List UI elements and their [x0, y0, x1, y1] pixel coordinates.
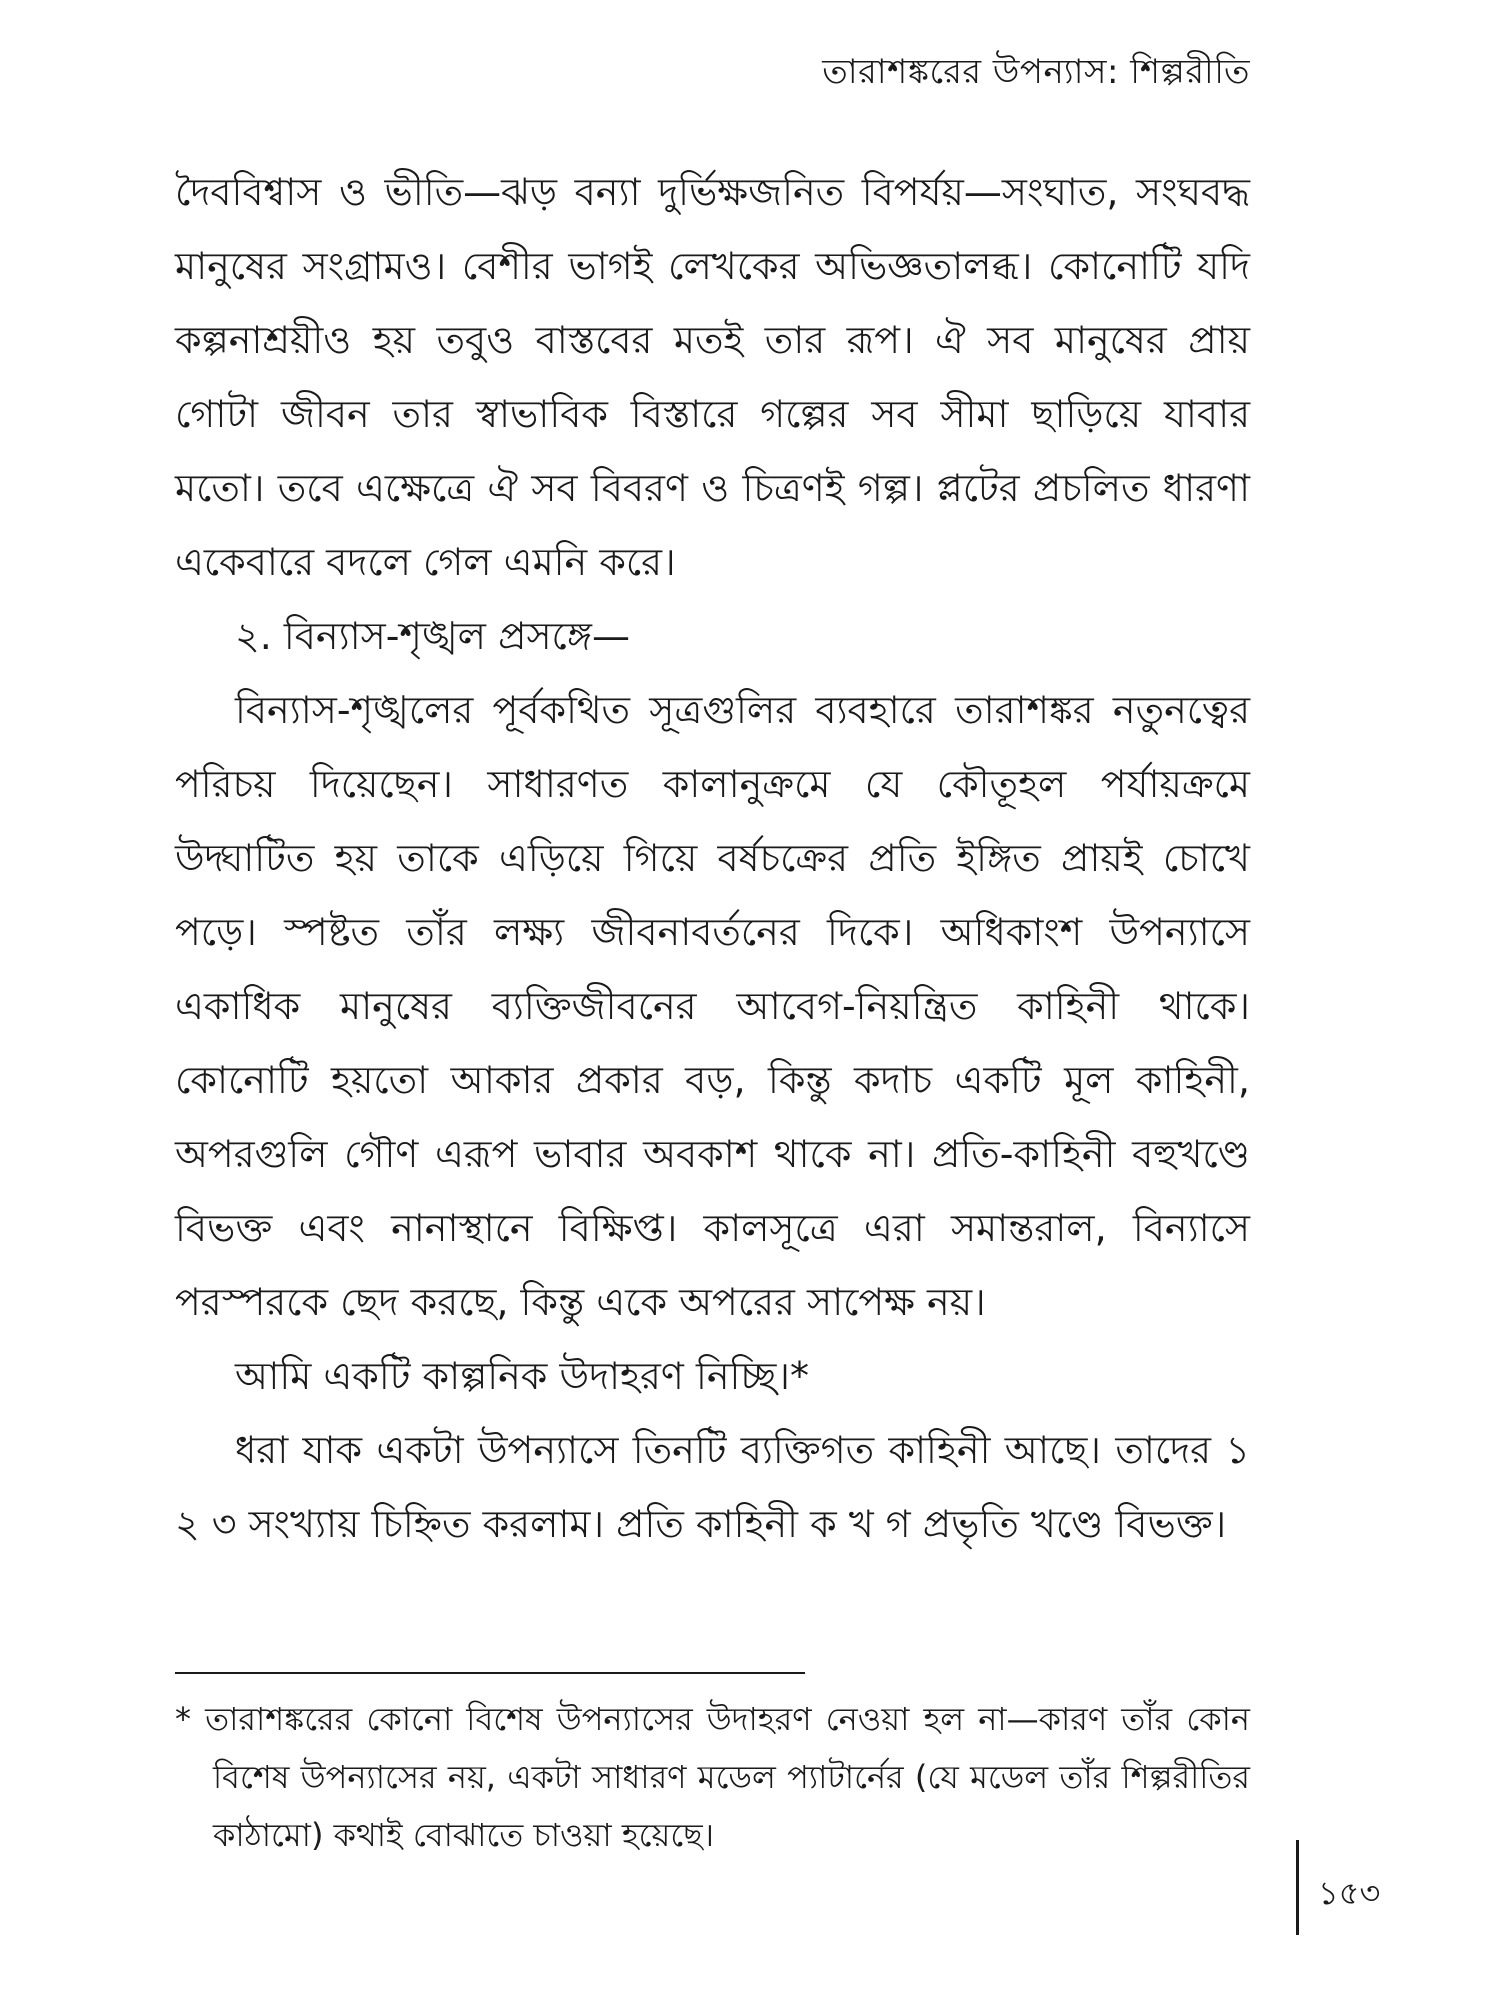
footnote — [175, 1690, 1250, 1864]
section-heading: ২. বিন্যাস-শৃঙ্খল প্রসঙ্গে— — [235, 614, 631, 658]
body-text — [175, 155, 1250, 1561]
paragraph-4: ধরা যাক একটা উপন্যাসে তিনটি ব্যক্তিগত কাহিনী আছে। তাদের ১ ২ ৩ সংখ্যায় চিহ্নিত করলাম। প্রতি কাহিনী ক খ গ প্রভৃতি খণ্ডে বিভক্ত। — [175, 1428, 1250, 1546]
footnote-separator-rule — [175, 1672, 805, 1674]
page-number-divider — [1296, 1840, 1299, 1935]
page-number: ১৫৩ — [1318, 1874, 1381, 1912]
paragraph-3: আমি একটি কাল্পনিক উদাহরণ নিচ্ছি।* — [235, 1354, 809, 1398]
paragraph-2: বিন্যাস-শৃঙ্খলের পূর্বকথিত সূত্রগুলির ব্যবহারে তারাশঙ্কর নতুনত্বের পরিচয় দিয়েছেন। সাধারণত কালানুক্রমে যে কৌতূহল পর্যায়ক্রমে উদ্ঘাটিত হয় তাকে এড়িয়ে গিয়ে বর্ষচক্রের প্রতি ইঙ্গিত প্রায়ই চোখে পড়ে। স্পষ্টত তাঁর লক্ষ্য জীবনাবর্তনের দিকে। অধিকাংশ উপন্যাসে একাধিক মানুষের ব্যক্তিজীবনের আবেগ-নিয়ন্ত্রিত কাহিনী থাকে। কোনোটি হয়তো আকার প্রকার বড়, কিন্তু কদাচ একটি মূল কাহিনী, অপরগুলি গৌণ এরূপ ভাবার অবকাশ থাকে না। প্রতি-কাহিনী বহুখণ্ডে বিভক্ত এবং নানাস্থানে বিক্ষিপ্ত। কালসূত্রে এরা সমান্তরাল, বিন্যাসে পরস্পরকে ছেদ করছে, কিন্তু একে অপরের সাপেক্ষ নয়। — [175, 688, 1250, 1324]
running-header-title: তারাশঙ্করের উপন্যাস: শিল্পরীতি — [822, 52, 1250, 92]
footnote-text: * তারাশঙ্করের কোনো বিশেষ উপন্যাসের উদাহরণ নেওয়া হল না—কারণ তাঁর কোন বিশেষ উপন্যাসের নয়, একটা সাধারণ মডেল প্যাটার্নের (যে মডেল তাঁর শিল্পরীতির কাঠামো) কথাই বোঝাতে চাওয়া হয়েছে। — [175, 1700, 1250, 1854]
paragraph-1: দৈববিশ্বাস ও ভীতি—ঝড় বন্যা দুর্ভিক্ষজনিত বিপর্যয়—সংঘাত, সংঘবদ্ধ মানুষের সংগ্রামও। বেশীর ভাগই লেখকের অভিজ্ঞতালব্ধ। কোনোটি যদি কল্পনাশ্রয়ীও হয় তবুও বাস্তবের মতই তার রূপ। ঐ সব মানুষের প্রায় গোটা জীবন তার স্বাভাবিক বিস্তারে গল্পের সব সীমা ছাড়িয়ে যাবার মতো। তবে এক্ষেত্রে ঐ সব বিবরণ ও চিত্রণই গল্প। প্লটের প্রচলিত ধারণা একেবারে বদলে গেল এমনি করে। — [175, 170, 1250, 584]
